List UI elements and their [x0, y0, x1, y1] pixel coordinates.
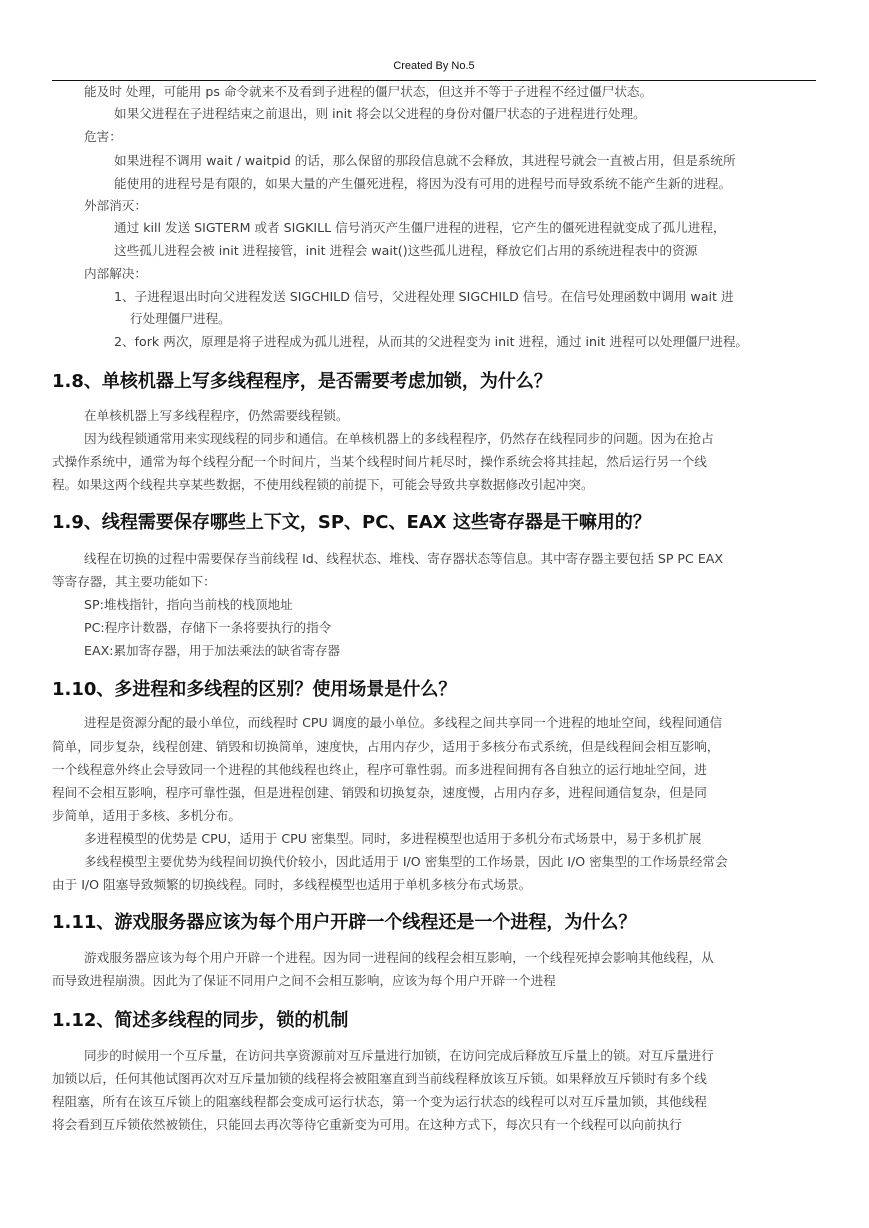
internal-label: 内部解决：	[84, 266, 147, 281]
section-heading: 1.12、简述多线程的同步，锁的机制	[52, 1010, 349, 1031]
paragraph-line: 游戏服务器应该为每个用户开辟一个进程。因为同一进程间的线程会相互影响，一个线程死掉会影响其他线程，从	[84, 950, 714, 965]
harm-label: 危害：	[84, 129, 122, 144]
paragraph-line: 进程是资源分配的最小单位，而线程时 CPU 调度的最小单位。多线程之间共享同一个进程的地址空间，线程间通信	[84, 715, 723, 730]
paragraph-line: 一个线程意外终止会导致同一个进程的其他线程也终止，程序可靠性弱。而多进程间拥有各自独立的运行地址空间，进	[52, 762, 707, 777]
paragraph-line: 简单，同步复杂，线程创建、销毁和切换简单，速度快，占用内存少，适用于多核分布式系统，但是线程间会相互影响，	[52, 739, 720, 754]
section-heading: 1.10、多进程和多线程的区别？使用场景是什么？	[52, 679, 457, 700]
header-divider	[52, 80, 816, 81]
list-item-continued: 行处理僵尸进程。	[130, 311, 231, 326]
paragraph-line: 在单核机器上写多线程程序，仍然需要线程锁。	[84, 408, 349, 423]
paragraph-line: 同步的时候用一个互斥量，在访问共享资源前对互斥量进行加锁，在访问完成后释放互斥量上的锁。对互斥量进行	[84, 1048, 714, 1063]
paragraph-line: 程间不会相互影响，程序可靠性强，但是进程创建、销毁和切换复杂，速度慢，占用内存多，进程间通信复杂，但是同	[52, 785, 707, 800]
paragraph-line: 如果进程不调用 wait / waitpid 的话，那么保留的那段信息就不会释放，其进程号就会一直被占用，但是系统所	[114, 153, 736, 168]
paragraph-line: 如果父进程在子进程结束之前退出，则 init 将会以父进程的身份对僵尸状态的子进程进行处理。	[114, 106, 646, 121]
paragraph-line: 能使用的进程号是有限的，如果大量的产生僵死进程，将因为没有可用的进程号而导致系统不能产生新的进程。	[114, 176, 732, 191]
paragraph-line: 因为线程锁通常用来实现线程的同步和通信。在单核机器上的多线程程序，仍然存在线程同步的问题。因为在抢占	[84, 431, 714, 446]
paragraph-line: 多线程模型主要优势为线程间切换代价较小，因此适用于 I/O 密集型的工作场景，因此 I/O 密集型的工作场景经常会	[84, 854, 728, 869]
list-item: 2、fork 两次，原理是将子进程成为孤儿进程，从而其的父进程变为 init 进程，通过 init 进程可以处理僵尸进程。	[114, 334, 749, 349]
paragraph-line: 等寄存器，其主要功能如下：	[52, 574, 216, 589]
paragraph-line: 多进程模型的优势是 CPU，适用于 CPU 密集型。同时，多进程模型也适用于多机分布式场景中，易于多机扩展	[84, 831, 702, 846]
paragraph-line: 这些孤儿进程会被 init 进程接管，init 进程会 wait()这些孤儿进程，释放它们占用的系统进程表中的资源	[114, 243, 698, 258]
paragraph-line: 式操作系统中，通常为每个线程分配一个时间片，当某个线程时间片耗尽时，操作系统会将其挂起，然后运行另一个线	[52, 454, 707, 469]
paragraph-line: SP:堆栈指针，指向当前栈的栈顶地址	[84, 597, 293, 612]
paragraph-line: 由于 I/O 阻塞导致频繁的切换线程。同时，多线程模型也适用于单机多核分布式场景。	[52, 877, 532, 892]
external-label: 外部消灭：	[84, 198, 147, 213]
paragraph-line: 通过 kill 发送 SIGTERM 或者 SIGKILL 信号消灭产生僵尸进程的进程，它产生的僵死进程就变成了孤儿进程，	[114, 220, 726, 235]
paragraph-line: 将会看到互斥锁依然被锁住，只能回去再次等待它重新变为可用。在这种方式下，每次只有一个线程可以向前执行	[52, 1117, 682, 1132]
paragraph-line: 步简单，适用于多核、多机分布。	[52, 808, 241, 823]
paragraph-line: 而导致进程崩溃。因此为了保证不同用户之间不会相互影响，应该为每个用户开辟一个进程	[52, 973, 556, 988]
paragraph-line: 线程在切换的过程中需要保存当前线程 Id、线程状态、堆栈、寄存器状态等信息。其中寄存器主要包括 SP PC EAX	[84, 551, 724, 566]
section-heading: 1.8、单核机器上写多线程程序，是否需要考虑加锁，为什么？	[52, 371, 552, 392]
paragraph-line: 程阻塞，所有在该互斥锁上的阻塞线程都会变成可运行状态，第一个变为运行状态的线程可以对互斥量加锁，其他线程	[52, 1094, 707, 1109]
paragraph-line: 加锁以后，任何其他试图再次对互斥量加锁的线程将会被阻塞直到当前线程释放该互斥锁。如果释放互斥锁时有多个线	[52, 1071, 707, 1086]
paragraph-line: 能及时 处理，可能用 ps 命令就来不及看到子进程的僵尸状态，但这并不等于子进程不经过僵尸状态。	[84, 84, 653, 99]
paragraph-line: 程。如果这两个线程共享某些数据，不使用线程锁的前提下，可能会导致共享数据修改引起冲突。	[52, 477, 594, 492]
paragraph-line: EAX:累加寄存器，用于加法乘法的缺省寄存器	[84, 643, 341, 658]
section-heading: 1.9、线程需要保存哪些上下文，SP、PC、EAX 这些寄存器是干嘛用的？	[52, 512, 651, 533]
list-item: 1、子进程退出时向父进程发送 SIGCHILD 信号，父进程处理 SIGCHILD 信号。在信号处理函数中调用 wait 进	[114, 289, 734, 304]
page-header: Created By No.5	[393, 60, 475, 72]
paragraph-line: PC:程序计数器，存储下一条将要执行的指令	[84, 620, 332, 635]
section-heading: 1.11、游戏服务器应该为每个用户开辟一个线程还是一个进程，为什么？	[52, 912, 637, 933]
